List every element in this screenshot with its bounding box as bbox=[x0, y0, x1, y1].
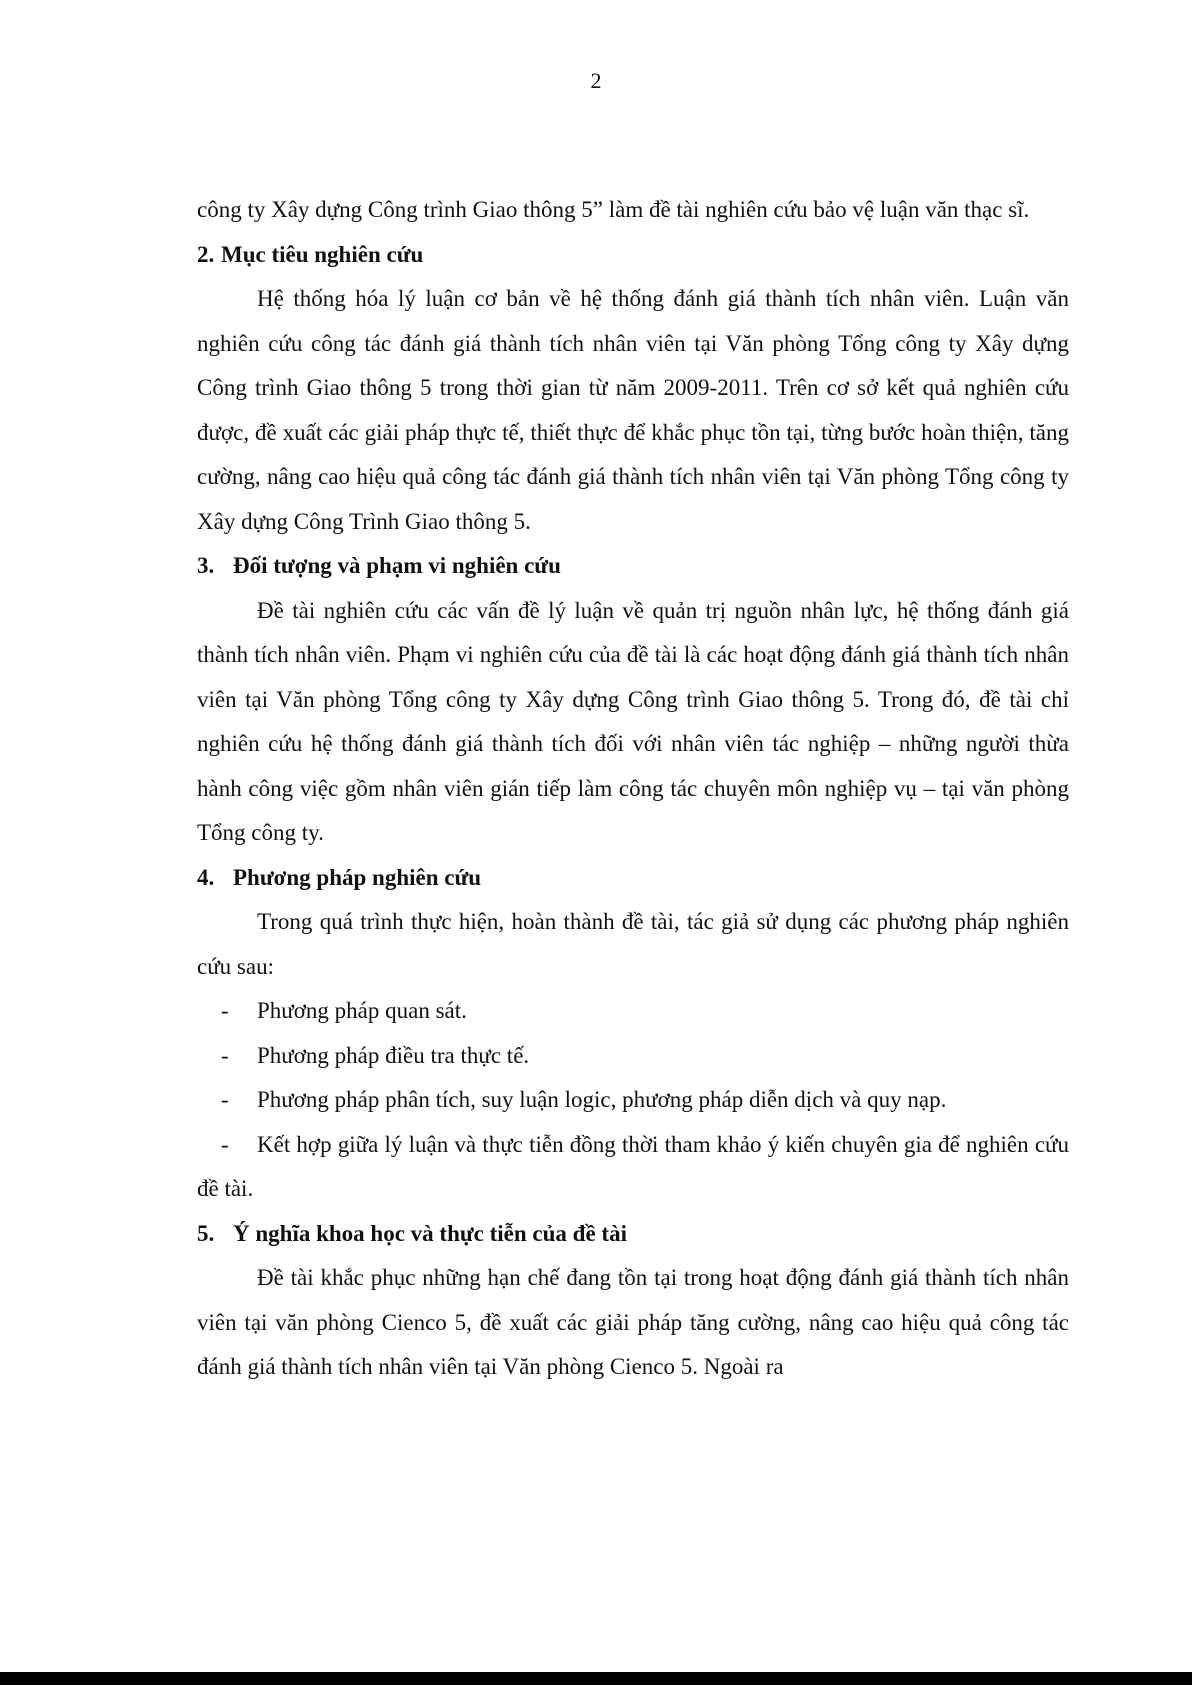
section-number: 5. bbox=[197, 1220, 215, 1246]
section-heading-methods bbox=[197, 856, 1069, 901]
list-item-text: Phương pháp quan sát. bbox=[257, 998, 467, 1023]
list-item bbox=[197, 1034, 1069, 1079]
list-item bbox=[197, 1123, 1069, 1212]
page-number: 2 bbox=[590, 68, 602, 93]
section-title: Mục tiêu nghiên cứu bbox=[221, 241, 424, 267]
section-heading-scope bbox=[197, 544, 1069, 589]
list-item bbox=[197, 1078, 1069, 1123]
section-title: Ý nghĩa khoa học và thực tiễn của đề tài bbox=[233, 1220, 627, 1246]
section-number: 3. bbox=[197, 553, 215, 578]
section-title: Đối tượng và phạm vi nghiên cứu bbox=[233, 553, 561, 578]
section-number: 4. bbox=[197, 864, 215, 890]
page-content bbox=[197, 188, 1069, 1390]
list-item-text: Phương pháp phân tích, suy luận logic, phương pháp diễn dịch và quy nạp. bbox=[257, 1087, 947, 1112]
dash-bullet: - bbox=[221, 1042, 229, 1068]
section-heading-objectives bbox=[197, 233, 1069, 278]
dash-bullet: - bbox=[221, 1131, 229, 1157]
bottom-edge-bar bbox=[0, 1672, 1192, 1685]
dash-bullet: - bbox=[221, 1087, 229, 1112]
section-paragraph: Hệ thống hóa lý luận cơ bản về hệ thống đánh giá thành tích nhân viên. Luận văn nghiên cứu công tác đánh giá thành tích nhân viên tại Văn phòng Tổng công ty Xây dựng Công trình Giao thông 5 trong thời gian từ năm 2009-2011. Trên cơ sở kết quả nghiên cứu được, đề xuất các giải pháp thực tế, thiết thực để khắc phục tồn tại, từng bước hoàn thiện, tăng cường, nâng cao hiệu quả công tác đánh giá thành tích nhân viên tại Văn phòng Tổng công ty Xây dựng Công Trình Giao thông 5. bbox=[197, 286, 1069, 534]
methods-list bbox=[197, 989, 1069, 1212]
list-item-text: Phương pháp điều tra thực tế. bbox=[257, 1042, 530, 1068]
section-title: Phương pháp nghiên cứu bbox=[233, 864, 482, 890]
dash-bullet: - bbox=[221, 998, 229, 1023]
section-paragraph: Đề tài nghiên cứu các vấn đề lý luận về quản trị nguồn nhân lực, hệ thống đánh giá thành tích nhân viên. Phạm vi nghiên cứu của đề tài là các hoạt động đánh giá thành tích nhân viên tại Văn phòng Tổng công ty Xây dựng Công trình Giao thông 5. Trong đó, đề tài chỉ nghiên cứu hệ thống đánh giá thành tích đối với nhân viên tác nghiệp – những người thừa hành công việc gồm nhân viên gián tiếp làm công tác chuyên môn nghiệp vụ – tại văn phòng Tổng công ty. bbox=[197, 597, 1069, 845]
list-item-text: Kết hợp giữa lý luận và thực tiễn đồng thời tham khảo ý kiến chuyên gia để nghiên cứu đề tài. bbox=[197, 1131, 1069, 1201]
section-paragraph: Trong quá trình thực hiện, hoàn thành đề tài, tác giả sử dụng các phương pháp nghiên cứu sau: bbox=[197, 909, 1069, 979]
section-number: 2. bbox=[197, 241, 215, 267]
list-item bbox=[197, 989, 1069, 1034]
section-paragraph: Đề tài khắc phục những hạn chế đang tồn tại trong hoạt động đánh giá thành tích nhân viên tại văn phòng Cienco 5, đề xuất các giải pháp tăng cường, nâng cao hiệu quả công tác đánh giá thành tích nhân viên tại Văn phòng Cienco 5. Ngoài ra bbox=[197, 1265, 1069, 1379]
section-heading-significance bbox=[197, 1212, 1069, 1257]
intro-paragraph: công ty Xây dựng Công trình Giao thông 5” làm đề tài nghiên cứu bảo vệ luận văn thạc sĩ. bbox=[197, 197, 1030, 222]
